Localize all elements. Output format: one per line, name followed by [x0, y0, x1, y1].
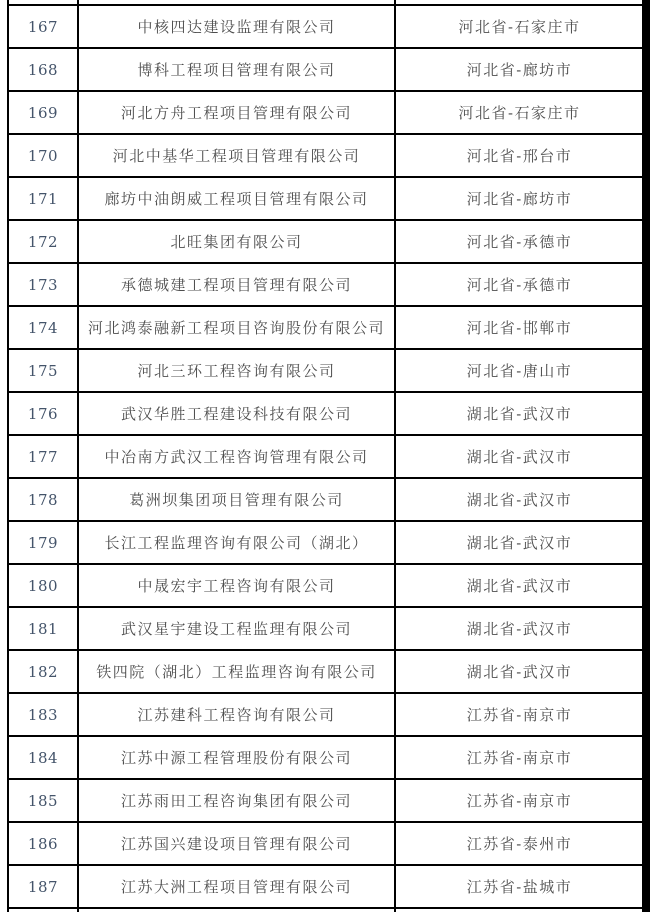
row-number-cell: 173 — [8, 263, 78, 306]
row-number-cell: 168 — [8, 48, 78, 91]
row-number-cell: 187 — [8, 865, 78, 908]
row-number-cell: 183 — [8, 693, 78, 736]
row-number-cell: 186 — [8, 822, 78, 865]
location-cell: 湖北省-武汉市 — [395, 607, 644, 650]
company-name-cell: 武汉华胜工程建设科技有限公司 — [78, 392, 395, 435]
company-name-cell: 河北方舟工程项目管理有限公司 — [78, 91, 395, 134]
row-number-cell: 180 — [8, 564, 78, 607]
location-cell: 河北省-廊坊市 — [395, 48, 644, 91]
company-name-cell: 葛洲坝集团项目管理有限公司 — [78, 478, 395, 521]
table-row — [8, 5, 644, 48]
table-row — [8, 693, 644, 736]
company-name-cell: 江苏雨田工程咨询集团有限公司 — [78, 779, 395, 822]
company-name-cell: 中核四达建设监理有限公司 — [78, 5, 395, 48]
row-number-cell: 184 — [8, 736, 78, 779]
company-name-cell: 河北三环工程咨询有限公司 — [78, 349, 395, 392]
company-name-cell: 长江工程监理咨询有限公司（湖北） — [78, 521, 395, 564]
company-name-cell: 武汉星宇建设工程监理有限公司 — [78, 607, 395, 650]
table-row — [8, 779, 644, 822]
table-row — [8, 736, 644, 779]
location-cell: 湖北省-武汉市 — [395, 392, 644, 435]
partial-row-bottom — [8, 908, 644, 912]
row-number-cell: 169 — [8, 91, 78, 134]
table-row — [8, 91, 644, 134]
location-cell: 江苏省-南京市 — [395, 693, 644, 736]
location-cell: 河北省-邢台市 — [395, 134, 644, 177]
location-cell — [395, 908, 644, 912]
row-number-cell: 179 — [8, 521, 78, 564]
location-cell: 河北省-石家庄市 — [395, 91, 644, 134]
table-row — [8, 435, 644, 478]
company-name-cell: 江苏中源工程管理股份有限公司 — [78, 736, 395, 779]
table-body — [8, 5, 644, 908]
company-name-cell: 中冶南方武汉工程咨询管理有限公司 — [78, 435, 395, 478]
table-row — [8, 650, 644, 693]
row-number-cell: 175 — [8, 349, 78, 392]
table-row — [8, 349, 644, 392]
table-row — [8, 177, 644, 220]
row-number-cell: 185 — [8, 779, 78, 822]
company-name-cell: 河北鸿泰融新工程项目咨询股份有限公司 — [78, 306, 395, 349]
row-number-cell: 181 — [8, 607, 78, 650]
location-cell: 河北省-承德市 — [395, 263, 644, 306]
company-name-cell: 河北中基华工程项目管理有限公司 — [78, 134, 395, 177]
location-cell: 湖北省-武汉市 — [395, 521, 644, 564]
table-row — [8, 263, 644, 306]
table-row — [8, 220, 644, 263]
table-outer-right-border — [642, 0, 650, 912]
location-cell: 河北省-廊坊市 — [395, 177, 644, 220]
location-cell: 湖北省-武汉市 — [395, 435, 644, 478]
table-partial-bottom — [8, 908, 644, 912]
table-row — [8, 607, 644, 650]
row-number-cell: 171 — [8, 177, 78, 220]
location-cell: 河北省-承德市 — [395, 220, 644, 263]
row-number-cell: 177 — [8, 435, 78, 478]
location-cell: 湖北省-武汉市 — [395, 650, 644, 693]
row-number-cell: 174 — [8, 306, 78, 349]
table-row — [8, 306, 644, 349]
row-number-cell: 178 — [8, 478, 78, 521]
location-cell: 河北省-邯郸市 — [395, 306, 644, 349]
location-cell: 河北省-唐山市 — [395, 349, 644, 392]
company-table — [7, 0, 645, 912]
company-name-cell: 北旺集团有限公司 — [78, 220, 395, 263]
table-row — [8, 564, 644, 607]
row-number-cell: 167 — [8, 5, 78, 48]
company-name-cell: 承德城建工程项目管理有限公司 — [78, 263, 395, 306]
company-name-cell — [78, 908, 395, 912]
location-cell: 江苏省-盐城市 — [395, 865, 644, 908]
company-name-cell: 江苏大洲工程项目管理有限公司 — [78, 865, 395, 908]
company-name-cell: 江苏建科工程咨询有限公司 — [78, 693, 395, 736]
company-name-cell: 铁四院（湖北）工程监理咨询有限公司 — [78, 650, 395, 693]
location-cell: 江苏省-泰州市 — [395, 822, 644, 865]
table-row — [8, 822, 644, 865]
location-cell: 湖北省-武汉市 — [395, 564, 644, 607]
location-cell: 湖北省-武汉市 — [395, 478, 644, 521]
table-row — [8, 478, 644, 521]
table-row — [8, 392, 644, 435]
table-row — [8, 521, 644, 564]
row-number-cell: 172 — [8, 220, 78, 263]
company-name-cell: 江苏国兴建设项目管理有限公司 — [78, 822, 395, 865]
location-cell: 河北省-石家庄市 — [395, 5, 644, 48]
row-number-cell: 170 — [8, 134, 78, 177]
location-cell: 江苏省-南京市 — [395, 736, 644, 779]
table-row — [8, 865, 644, 908]
location-cell: 江苏省-南京市 — [395, 779, 644, 822]
table-row — [8, 48, 644, 91]
row-number-cell — [8, 908, 78, 912]
table-row — [8, 134, 644, 177]
company-name-cell: 廊坊中油朗威工程项目管理有限公司 — [78, 177, 395, 220]
company-name-cell: 中晟宏宇工程咨询有限公司 — [78, 564, 395, 607]
company-name-cell: 博科工程项目管理有限公司 — [78, 48, 395, 91]
row-number-cell: 182 — [8, 650, 78, 693]
row-number-cell: 176 — [8, 392, 78, 435]
